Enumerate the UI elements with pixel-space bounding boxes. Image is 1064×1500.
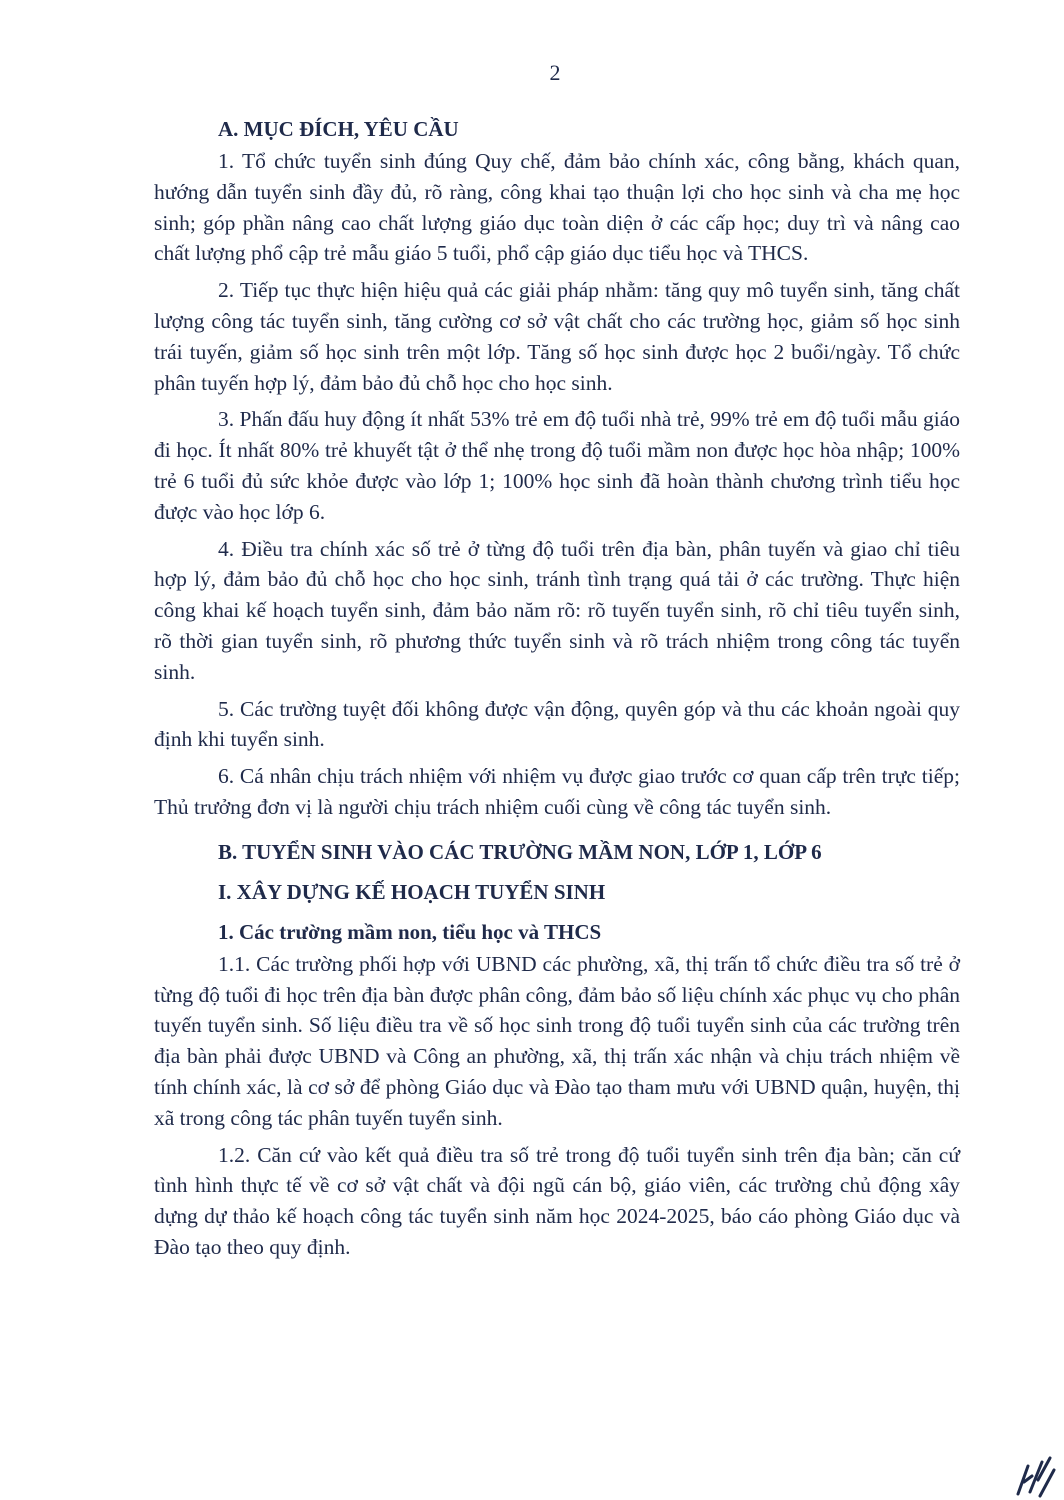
document-body bbox=[154, 108, 960, 1263]
paragraph-a5: 5. Các trường tuyệt đối không được vận động, quyên góp và thu các khoản ngoài quy định khi tuyển sinh. bbox=[154, 696, 960, 752]
paragraph-b11: 1.1. Các trường phối hợp với UBND các phường, xã, thị trấn tổ chức điều tra số trẻ ở từng độ tuổi đi học trên địa bàn được phân công, đảm bảo số liệu chính xác phục vụ cho phân tuyến tuyển sinh. Số liệu điều tra về số học sinh trong độ tuổi tuyển sinh của các trường trên địa bàn phải được UBND và Công an phường, xã, thị trấn xác nhận và chịu trách nhiệm về tính chính xác, là cơ sở để phòng Giáo dục và Đào tạo tham mưu với UBND quận, huyện, thị xã trong công tác phân tuyến tuyển sinh. bbox=[154, 951, 960, 1130]
paragraph-a2: 2. Tiếp tục thực hiện hiệu quả các giải pháp nhằm: tăng quy mô tuyển sinh, tăng chất lượng công tác tuyển sinh, tăng cường cơ sở vật chất cho các trường học, giảm số học sinh trái tuyến, giảm số học sinh trên một lớp. Tăng số học sinh được học 2 buổi/ngày. Tổ chức phân tuyến hợp lý, đảm bảo đủ chỗ học cho học sinh. bbox=[154, 278, 960, 395]
section-b-heading: B. TUYỂN SINH VÀO CÁC TRƯỜNG MẦM NON, LỚP 1, LỚP 6 bbox=[218, 839, 822, 864]
subsection-heading: 1. Các trường mầm non, tiểu học và THCS bbox=[218, 919, 602, 944]
paragraph-a1: 1. Tổ chức tuyển sinh đúng Quy chế, đảm bảo chính xác, công bằng, khách quan, hướng dẫn tuyển sinh đầy đủ, rõ ràng, công khai tạo thuận lợi cho học sinh và cha mẹ học sinh; góp phần nâng cao chất lượng giáo dục toàn diện ở các cấp học; duy trì và nâng cao chất lượng phổ cập trẻ mẫu giáo 5 tuổi, phổ cập giáo dục tiểu học và THCS. bbox=[154, 149, 960, 266]
paragraph-b12: 1.2. Căn cứ vào kết quả điều tra số trẻ trong độ tuổi tuyển sinh trên địa bàn; căn cứ tình hình thực tế về cơ sở vật chất và đội ngũ cán bộ, giáo viên, các trường chủ động xây dựng dự thảo kế hoạch công tác tuyển sinh năm học 2024-2025, báo cáo phòng Giáo dục và Đào tạo theo quy định. bbox=[154, 1142, 960, 1259]
section-a-heading: A. MỤC ĐÍCH, YÊU CẦU bbox=[218, 117, 459, 141]
initials-signature-mark bbox=[1010, 1452, 1060, 1500]
paragraph-a3: 3. Phấn đấu huy động ít nhất 53% trẻ em độ tuổi nhà trẻ, 99% trẻ em độ tuổi mẫu giáo đi học. Ít nhất 80% trẻ khuyết tật ở thể nhẹ trong độ tuổi mầm non được học hòa nhập; 100% trẻ 6 tuổi đủ sức khỏe được vào lớp 1; 100% học sinh đã hoàn thành chương trình tiểu học được vào học lớp 6. bbox=[154, 407, 960, 524]
section-b-subheading: I. XÂY DỰNG KẾ HOẠCH TUYỂN SINH bbox=[218, 879, 606, 904]
paragraph-a6: 6. Cá nhân chịu trách nhiệm với nhiệm vụ được giao trước cơ quan cấp trên trực tiếp; Thủ trưởng đơn vị là người chịu trách nhiệm cuối cùng về công tác tuyển sinh. bbox=[154, 764, 960, 819]
page-number: 2 bbox=[549, 60, 561, 85]
paragraph-a4: 4. Điều tra chính xác số trẻ ở từng độ tuổi trên địa bàn, phân tuyến và giao chỉ tiêu hợp lý, đảm bảo đủ chỗ học cho học sinh, tránh tình trạng quá tải ở các trường. Thực hiện công khai kế hoạch tuyển sinh, đảm bảo năm rõ: rõ tuyến tuyển sinh, rõ chỉ tiêu tuyển sinh, rõ thời gian tuyển sinh, rõ phương thức tuyển sinh và rõ trách nhiệm trong công tác tuyển sinh. bbox=[154, 536, 960, 684]
